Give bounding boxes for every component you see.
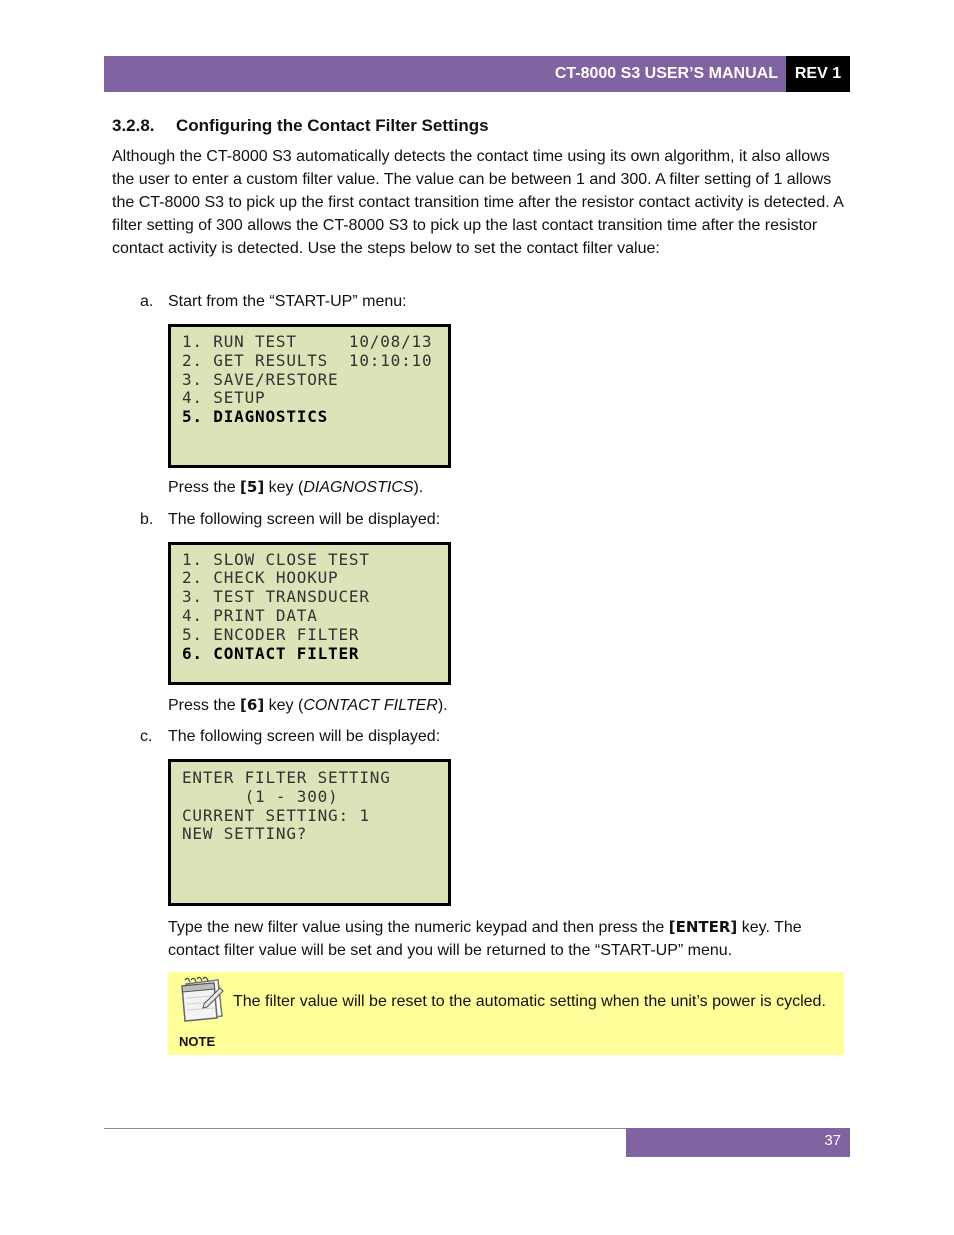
final-prefix: Type the new filter value using the numeric keypad and then press the — [168, 919, 669, 936]
lcd-line: 4. PRINT DATA — [182, 606, 318, 625]
page-number: 37 — [824, 1132, 841, 1149]
footer-bar — [626, 1128, 850, 1157]
press-prefix: Press the — [168, 697, 241, 714]
section-number: 3.2.8. — [112, 116, 155, 135]
lcd-startup-menu — [168, 324, 451, 468]
lcd-filter-setting — [168, 759, 451, 906]
lcd-line: 4. SETUP — [182, 388, 266, 407]
note-text: The filter value will be reset to the automatic setting when the unit’s power is cycled. — [233, 993, 826, 1010]
note-label: NOTE — [179, 1034, 216, 1049]
step-a-text: Start from the “START-UP” menu: — [168, 293, 407, 310]
lcd-line-selected: 5. DIAGNOSTICS — [182, 407, 329, 426]
header-bar — [104, 56, 850, 92]
manual-title: CT-8000 S3 USER’S MANUAL — [554, 65, 778, 82]
lcd-line: 1. RUN TEST 10/08/13 — [182, 332, 433, 351]
key-6: [6] — [240, 696, 265, 714]
press-mid: key ( — [264, 697, 304, 714]
key-5: [5] — [240, 478, 265, 496]
step-b-label: b. — [140, 511, 154, 528]
lcd-line: 3. SAVE/RESTORE — [182, 370, 339, 389]
lcd-line: ENTER FILTER SETTING — [182, 768, 391, 787]
final-instruction — [168, 916, 848, 962]
revision-badge: REV 1 — [786, 56, 850, 92]
step-c-label: c. — [140, 728, 153, 745]
lcd-line: 1. SLOW CLOSE TEST — [182, 550, 370, 569]
intro-paragraph: Although the CT-8000 S3 automatically detects the contact time using its own algorithm, it also allows the user to enter a custom filter value. The value can be between 1 and 300. A filter setting of 1 allows the CT-8000 S3 to pick up the first contact transition time after the resistor contact activity is detected. A filter setting of 300 allows the CT-8000 S3 to pick up the last contact transition time after the resistor contact activity is detected. Use the steps below to set the contact filter value: — [112, 148, 844, 257]
step-a-label: a. — [140, 293, 154, 310]
lcd-line-selected: 6. CONTACT FILTER — [182, 644, 360, 663]
press-mid: key ( — [264, 479, 304, 496]
lcd-line: 3. TEST TRANSDUCER — [182, 587, 370, 606]
key-enter: [ENTER] — [668, 918, 738, 936]
key-function-name: DIAGNOSTICS — [303, 479, 414, 496]
press-suffix: ). — [413, 479, 424, 496]
lcd-line: NEW SETTING? — [182, 824, 308, 843]
press-instruction-a — [168, 478, 423, 497]
section-heading — [112, 116, 489, 136]
lcd-diagnostics-menu — [168, 542, 451, 685]
step-b-text: The following screen will be displayed: — [168, 511, 441, 528]
lcd-line: (1 - 300) — [182, 787, 339, 806]
lcd-line: 2. GET RESULTS 10:10:10 — [182, 351, 433, 370]
press-suffix: ). — [437, 697, 448, 714]
lcd-line: 2. CHECK HOOKUP — [182, 568, 339, 587]
key-function-name: CONTACT FILTER — [303, 697, 438, 714]
final-suffix: key. The contact filter value will be set and you will be returned to the “START-UP” menu. — [168, 919, 802, 959]
press-prefix: Press the — [168, 479, 241, 496]
lcd-line: CURRENT SETTING: 1 — [182, 806, 370, 825]
lcd-line: 5. ENCODER FILTER — [182, 625, 360, 644]
section-title: Configuring the Contact Filter Settings — [176, 116, 489, 135]
note-box — [168, 972, 844, 1055]
step-c-text: The following screen will be displayed: — [168, 728, 441, 745]
notepad-icon — [174, 976, 226, 1024]
press-instruction-b — [168, 696, 448, 715]
